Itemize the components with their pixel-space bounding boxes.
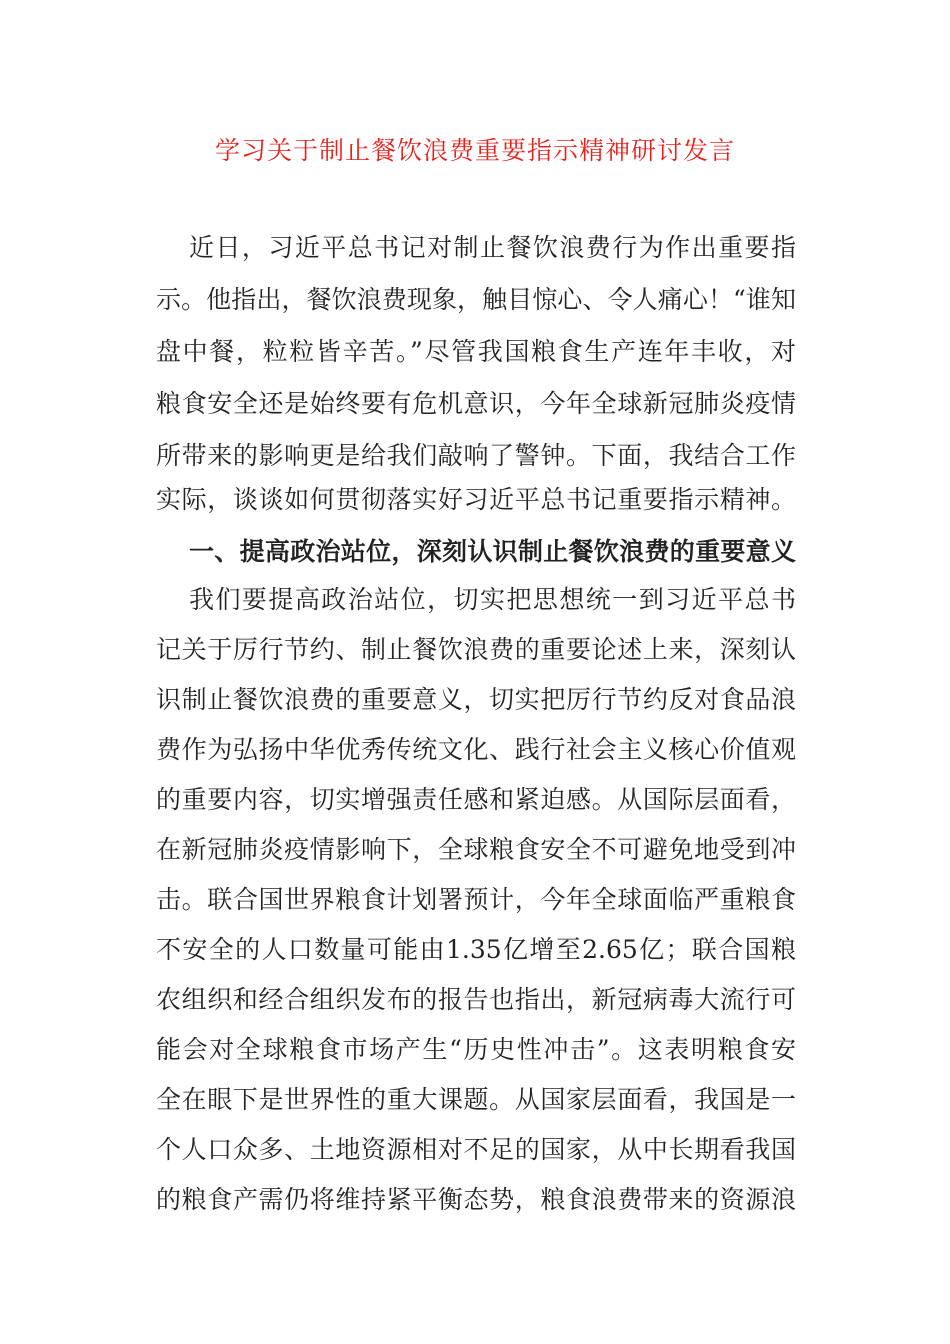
document-title: 学习关于制止餐饮浪费重要指示精神研讨发言 (214, 136, 735, 165)
intro-line: 实际，谈谈如何贯彻落实好习近平总书记重要指示精神。 (156, 485, 796, 514)
intro-line: 所带来的影响更是给我们敲响了警钟。下面，我结合工作 (156, 441, 796, 470)
body-line: 能会对全球粮食市场产生“历史性冲击”。这表明粮食安 (156, 1035, 796, 1064)
body-line: 的粮食产需仍将维持紧平衡态势，粮食浪费带来的资源浪 (156, 1185, 796, 1214)
body-line: 记关于厉行节约、制止餐饮浪费的重要论述上来，深刻认 (156, 635, 796, 664)
body-line: 费作为弘扬中华优秀传统文化、践行社会主义核心价值观 (156, 735, 796, 764)
body-line: 个人口众多、土地资源相对不足的国家，从中长期看我国 (156, 1135, 796, 1164)
body-line: 不安全的人口数量可能由1.35亿增至2.65亿；联合国粮 (156, 935, 796, 964)
body-line: 击。联合国世界粮食计划署预计，今年全球面临严重粮食 (156, 885, 796, 914)
body-line: 识制止餐饮浪费的重要意义，切实把厉行节约反对食品浪 (156, 685, 796, 714)
section-heading: 一、提高政治站位，深刻认识制止餐饮浪费的重要意义 (189, 537, 796, 566)
body-line: 全在眼下是世界性的重大课题。从国家层面看，我国是一 (156, 1085, 796, 1114)
intro-line: 粮食安全还是始终要有危机意识，今年全球新冠肺炎疫情 (156, 389, 796, 418)
body-line: 农组织和经合组织发布的报告也指出，新冠病毒大流行可 (156, 985, 796, 1014)
body-line: 在新冠肺炎疫情影响下，全球粮食安全不可避免地受到冲 (156, 835, 796, 864)
intro-line: 盘中餐，粒粒皆辛苦。”尽管我国粮食生产连年丰收，对 (156, 337, 796, 366)
body-line: 的重要内容，切实增强责任感和紧迫感。从国际层面看， (156, 785, 796, 814)
intro-line: 近日，习近平总书记对制止餐饮浪费行为作出重要指 (189, 233, 796, 262)
intro-line: 示。他指出，餐饮浪费现象，触目惊心、令人痛心！“谁知 (156, 285, 796, 314)
body-line: 我们要提高政治站位，切实把思想统一到习近平总书 (189, 585, 796, 614)
